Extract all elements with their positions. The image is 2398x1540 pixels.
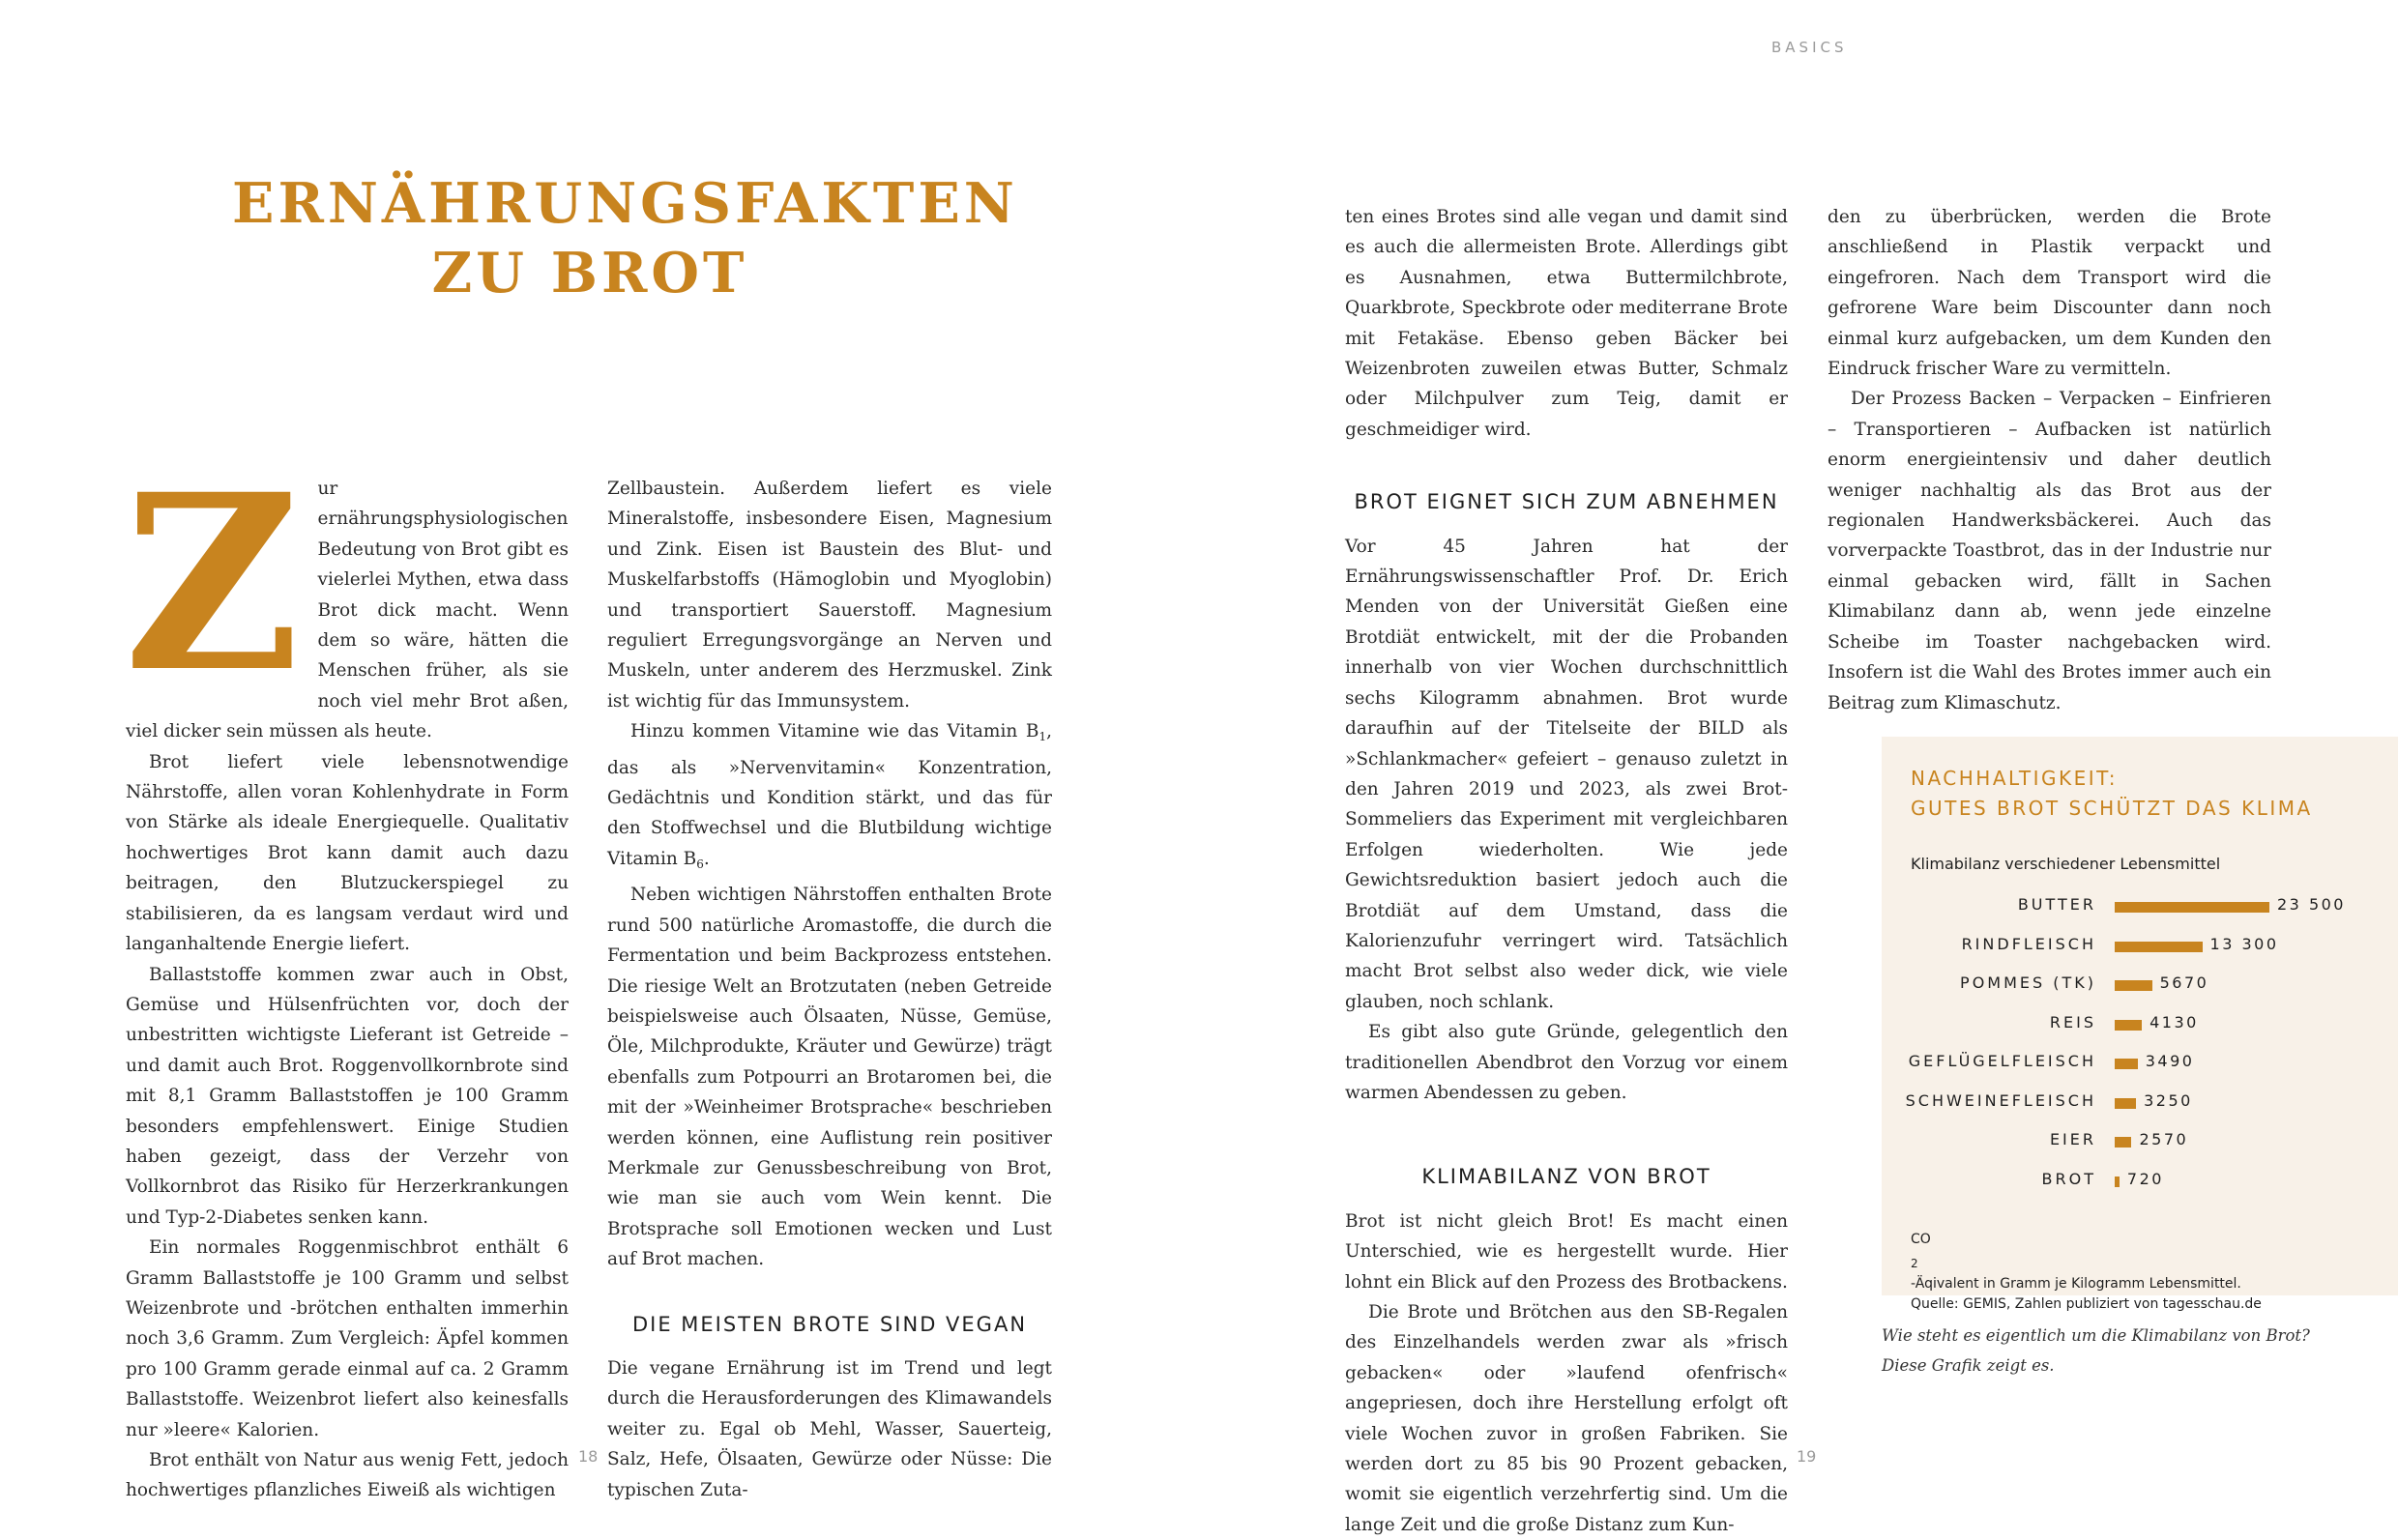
chart-category-label: POMMES (TK) [1960, 973, 2096, 992]
title-line-1: ERNÄHRUNGSFAKTEN [232, 171, 1018, 236]
infobox-title-line-2: GUTES BROT SCHÜTZT DAS KLIMA [1911, 797, 2313, 820]
chart-title: Klimabilanz verschiedener Lebensmittel [1911, 855, 2221, 873]
paragraph: ten eines Brotes sind alle vegan und damit sind es auch die allermeisten Brote. Allerdings gibt es Ausnahmen, etwa Buttermilchbrote, Quarkbrote, Speckbrote oder mediterrane Brote mit Fetakäse. Ebenso geben Bäcker bei Weizenbroten zuweilen etwas Butter, Schmalz oder Milchpulver zum Teig, damit er geschmeidiger wird. [1345, 207, 1788, 440]
page-number-left: 18 [578, 1447, 599, 1466]
chart-bar [2115, 902, 2269, 913]
chart-value-label: 2570 [2139, 1130, 2189, 1148]
paragraph: Brot liefert viele lebensnotwendige Nährstoffe, allen voran Kohlenhydrate in Form von Stärke als ideale Energiequelle. Qualitativ hochwertiges Brot kann damit auch dazu beitragen, den Blutzuckerspiegel zu stabilisieren, da es langsam verdaut wird und langanhaltende Energie liefert. [126, 751, 569, 955]
paragraph: Brot enthält von Natur aus wenig Fett, jedoch hochwertiges pflanzliches Eiweiß als wichtigen [126, 1450, 569, 1501]
text-column-1 [124, 441, 569, 1506]
paragraph: Der Prozess Backen – Verpacken – Einfrieren – Transportieren – Aufbacken ist natürlich enorm energieintensiv und daher deutlich weniger nachhaltig als das Brot aus der regionalen Handwerksbäckerei. Auch das vorverpackte Toastbrot, das in der Industrie nur einmal gebacken wird, fällt in Sachen Klimabilanz dann ab, wenn jede einzelne Scheibe im Toaster nachgebacken wird. Insofern ist die Wahl des Brotes immer auch ein Beitrag zum Klimaschutz. [1828, 389, 2271, 713]
chart-category-label: RINDFLEISCH [1961, 934, 2096, 953]
subscript: 1 [1038, 730, 1047, 744]
paragraph: Neben wichtigen Nährstoffen enthalten Brote rund 500 natürliche Aromastoffe, die durch die Fermentation und beim Backprozess entstehen. Die riesige Welt an Brotzutaten (neben Getreide beispielsweise auch Ölsaaten, Nüsse, Gemüse, Öle, Milchprodukte, Kräuter und Gewürze) trägt ebenfalls zum Potpourri an Brotaromen bei, die mit der »Weinheimer Brotsprache« beschrieben werden können, eine Auflistung rein positiver Merkmale zur Genussbeschreibung von Brot, wie man sie auch vom Wein kennt. Die Brotsprache soll Emotionen wecken und Lust auf Brot machen. [607, 885, 1052, 1270]
sustainability-infobox [1882, 737, 2398, 1312]
chart-bar [2115, 1020, 2142, 1031]
paragraph [607, 716, 1052, 880]
drop-cap: Z [124, 441, 301, 725]
chart-value-label: 5670 [2159, 973, 2209, 992]
text-run: . [703, 848, 710, 869]
paragraph: Die Brote und Brötchen aus den SB-Regalen des Einzelhandels werden zwar als »frisch gebacken« oder »laufend ofenfrisch« angepriesen, doch ihre Herstellung erfolgt oft viele Wochen zuvor in großen Fabriken. Sie werden dort zu 85 bis 90 Prozent gebacken, womit sie eigentlich verzehrfertig sind. Um die lange Zeit und die große Distanz zum Kun- [1345, 1302, 1788, 1535]
chart-row [1882, 895, 2398, 918]
footnote-line-2: Quelle: GEMIS, Zahlen publiziert von tagesschau.de [1911, 1296, 2262, 1312]
chart-bar [2115, 942, 2203, 952]
chart-row [1882, 1013, 2398, 1036]
paragraph: Ballaststoffe kommen zwar auch in Obst, Gemüse und Hülsenfrüchten vor, doch der unbestritten wichtigste Lieferant ist Getreide – und damit auch Brot. Roggenvollkornbrote sind mit 8,1 Gramm Ballaststoffen je 100 Gramm besonders empfehlenswert. Einige Studien haben gezeigt, dass der Verzehr von Vollkornbrot das Risiko für Herzerkrankungen und Typ-2-Diabetes senken kann. [126, 964, 569, 1228]
section-label: BASICS [1771, 39, 1848, 56]
chart-value-label: 13 300 [2209, 934, 2279, 953]
subheading-klimabilanz: KLIMABILANZ VON BROT [1421, 1165, 1711, 1189]
infobox-title-line-1: NACHHALTIGKEIT: [1911, 767, 2118, 790]
chart-bar [2115, 1177, 2120, 1187]
chart-category-label: BUTTER [2017, 895, 2096, 914]
chart-row [1882, 973, 2398, 997]
chart-category-label: GEFLÜGELFLEISCH [1908, 1052, 2096, 1070]
text-run: -Äqivalent in Gramm je Kilogramm Lebensmittel. [1911, 1276, 2241, 1292]
chart-value-label: 3250 [2144, 1090, 2193, 1110]
paragraph: Vor 45 Jahren hat der Ernährungswissenschaftler Prof. Dr. Erich Menden von der Universität Gießen eine Brotdiät entwickelt, mit der die Probanden innerhalb von vier Wochen durchschnittlich sechs Kilogramm abnahmen. Brot wurde daraufhin auf der Titelseite der BILD als »Schlankmacher« gefeiert – genauso zuletzt in den Jahren 2019 und 2023, als zwei Brot-Sommeliers das Experiment mit vergleichbaren Erfolgen wiederholten. Wie jede Gewichtsreduktion basiert jedoch auch die Brotdiät auf dem Umstand, dass die Kalorienzufuhr verringert wird. Tatsächlich macht Brot selbst also weder dick, wie viele glauben, noch schlank. [1345, 536, 1788, 1012]
title-line-2: ZU BROT [431, 241, 748, 305]
paragraph: den zu überbrücken, werden die Brote anschließend in Plastik verpackt und eingefroren. Nach dem Transport wird die gefrorene Ware beim Discounter dann noch einmal kurz aufgebacken, um dem Kunden den Eindruck frischer Ware zu vermitteln. [1828, 207, 2271, 380]
chart-caption: Wie steht es eigentlich um die Klimabilanz von Brot? Diese Grafik zeigt es. [1882, 1326, 2310, 1375]
chart-row [1882, 935, 2398, 958]
chart-bar [2115, 1059, 2138, 1069]
chart-category-label: REIS [2049, 1012, 2096, 1032]
chart-footnote [1911, 1230, 2262, 1315]
footnote-line-1 [1911, 1230, 2262, 1294]
subscript: 2 [1911, 1257, 1918, 1270]
subscript: 6 [696, 857, 704, 871]
text-column-2 [607, 474, 1052, 1505]
paragraph: Brot ist nicht gleich Brot! Es macht einen Unterschied, wie es hergestellt wurde. Hier lohnt ein Blick auf den Prozess des Brotbackens. [1345, 1210, 1788, 1293]
chart-bar [2115, 1098, 2136, 1109]
chart-bar [2115, 1137, 2131, 1148]
chart-row [1882, 1091, 2398, 1115]
paragraph: Zellbaustein. Außerdem liefert es viele Mineralstoffe, insbesondere Eisen, Magnesium und Zink. Eisen ist Baustein des Blut- und Muskelfarbstoffs (Hämoglobin und Myoglobin) und transportiert Sauerstoff. Magnesium reguliert Erregungsvorgänge an Nerven und Muskeln, unter anderem des Herzmuskel. Zink ist wichtig für das Immunsystem. [607, 479, 1052, 712]
chart-category-label: SCHWEINEFLEISCH [1905, 1090, 2096, 1110]
chart-value-label: 23 500 [2277, 895, 2346, 914]
chart-row [1882, 1170, 2398, 1193]
text-column-4 [1828, 202, 2271, 718]
subheading-abnehmen: BROT EIGNET SICH ZUM ABNEHMEN [1354, 490, 1779, 514]
subheading-vegan: DIE MEISTEN BROTE SIND VEGAN [631, 1312, 1028, 1336]
page-number-right: 19 [1797, 1447, 1817, 1466]
text-run: , das als »Nervenvitamin« Konzentration, Gedächtnis und Kondition stärkt, und das für den Stoffwechsel und die Blutbildung wichtige Vitamin B [607, 721, 1052, 869]
chart-row [1882, 1130, 2398, 1153]
text-run: Hinzu kommen Vitamine wie das Vitamin B [630, 721, 1039, 742]
chart-value-label: 4130 [2149, 1012, 2199, 1032]
chart-bar [2115, 980, 2152, 991]
text-column-3 [1345, 202, 1788, 1540]
paragraph: ur ernährungsphysiologischen Bedeutung von Brot gibt es vielerlei Mythen, etwa dass Brot dick macht. Wenn dem so wäre, hätten die Menschen früher, als sie noch viel mehr Brot aßen, viel dicker sein müssen als heute. [126, 479, 569, 742]
chart-value-label: 720 [2126, 1169, 2164, 1188]
chart-value-label: 3490 [2145, 1052, 2195, 1070]
article-title [232, 169, 1018, 308]
infobox-title [1911, 764, 2313, 824]
paragraph: Ein normales Roggenmischbrot enthält 6 Gramm Ballaststoffe je 100 Gramm und selbst Weizenbrote und -brötchen enthalten immerhin noch 3,6 Gramm. Zum Vergleich: Äpfel kommen pro 100 Gramm gerade einmal auf ca. 2 Gramm Ballaststoffe. Weizenbrot liefert also keinesfalls nur »leere« Kalorien. [126, 1237, 569, 1440]
chart-category-label: BROT [2041, 1169, 2096, 1188]
chart-category-label: EIER [2049, 1130, 2096, 1148]
paragraph: Die vegane Ernährung ist im Trend und legt durch die Herausforderungen des Klimawandels weiter zu. Egal ob Mehl, Wasser, Sauerteig, Salz, Hefe, Ölsaaten, Gewürze oder Nüsse: Die typischen Zuta- [607, 1357, 1052, 1500]
text-run: CO [1911, 1232, 1931, 1247]
chart-row [1882, 1052, 2398, 1075]
paragraph: Es gibt also gute Gründe, gelegentlich den traditionellen Abendbrot den Vorzug vor einem warmen Abendessen zu geben. [1345, 1022, 1788, 1103]
